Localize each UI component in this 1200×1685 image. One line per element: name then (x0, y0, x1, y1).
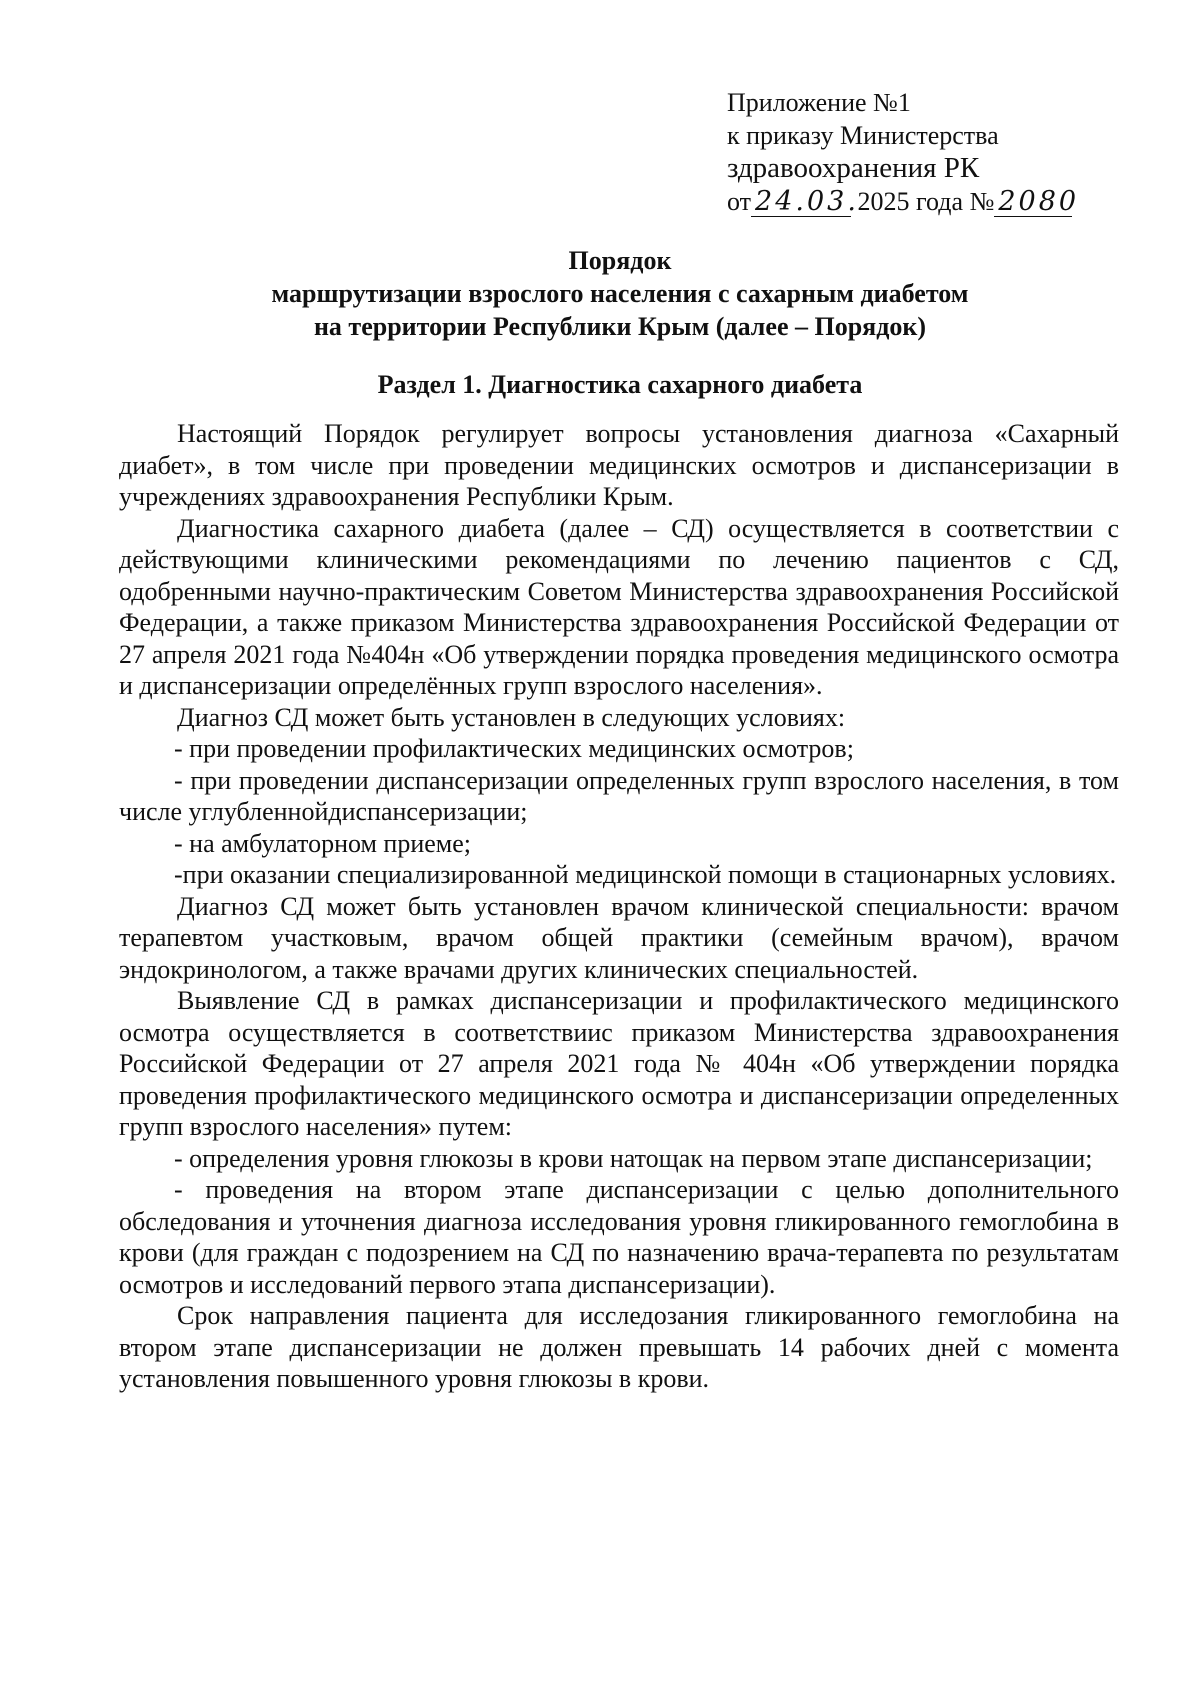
paragraph-conditions-intro: Диагноз СД может быть установлен в следующих условиях: (177, 702, 846, 732)
list-item-hba1c: - проведения на втором этапе диспансеризации с целью дополнительного обследования и уточнения диагноза исследования уровня гликированного гемоглобина в крови (для граждан с подозрением на СД по назначению врача-терапевта по результатам осмотров и исследований первого этапа диспансеризации). (119, 1175, 1119, 1299)
appendix-date-line (727, 185, 1127, 218)
paragraph-detection: Выявление СД в рамках диспансеризации и профилактического медицинского осмотра осуществляется в соответствиис приказом Министерства здравоохранения Российской Федерации от 27 апреля 2021 года № 404н «Об утверждении порядка проведения профилактического медицинского осмотра и диспансеризации определенных групп взрослого населения» путем: (119, 986, 1119, 1141)
appendix-header (727, 86, 1127, 218)
year-text: 2025 года № (857, 187, 995, 216)
list-item-prophylactic: - при проведении профилактических медицинских осмотров; (174, 734, 854, 763)
section-heading: Раздел 1. Диагностика сахарного диабета (377, 370, 863, 399)
appendix-ministry: здравоохранения РК (727, 152, 980, 184)
appendix-order-ref: к приказу Министерства (727, 121, 999, 150)
title-line-3: на территории Республики Крым (далее – Порядок) (313, 312, 927, 341)
paragraph-physicians: Диагноз СД может быть установлен врачом клинической специальности: врачом терапевтом участковым, врачом общей практики (семейным врачом), врачом эндокринологом, а также врачами других клинических специальностей. (119, 891, 1119, 984)
document-title (120, 244, 1120, 343)
handwritten-date: 24.03. (751, 188, 851, 217)
date-prefix: от (727, 187, 752, 216)
list-item-ambulatory: - на амбулаторном приеме; (174, 828, 472, 858)
title-line-1: Порядок (568, 246, 672, 275)
paragraph-scope: Настоящий Порядок регулирует вопросы установления диагноза «Сахарный диабет», в том числе при проведении медицинских осмотров и диспансеризации в учреждениях здравоохранения Республики Крым. (119, 419, 1119, 511)
handwritten-order-number: 2080 (994, 188, 1072, 217)
title-line-2: маршрутизации взрослого населения с сахарным диабетом (271, 279, 969, 308)
list-item-inpatient: -при оказании специализированной медицинской помощи в стационарных условиях. (174, 860, 1117, 889)
paragraph-deadline: Срок направления пациента для исследозания гликированного гемоглобина на втором этапе диспансеризации не должен превышать 14 рабочих дней с момента установления повышенного уровня глюкозы в крови. (119, 1301, 1119, 1393)
list-item-dispensary: - при проведении диспансеризации определенных групп взрослого населения, в том числе углубленнойдиспансеризации; (119, 765, 1119, 826)
paragraph-diagnostics: Диагностика сахарного диабета (далее – СД) осуществляется в соответствии с действующими клиническими рекомендациями по лечению пациентов с СД, одобренными научно-практическим Советом Министерства здравоохранения Российской Федерации, а также приказом Министерства здравоохранения Российской Федерации от 27 апреля 2021 года №404н «Об утверждении порядка проведения медицинского осмотра и диспансеризации определённых групп взрослого населения». (119, 513, 1119, 700)
section-body (119, 418, 1119, 1395)
appendix-number: Приложение №1 (727, 88, 911, 117)
list-item-glucose: - определения уровня глюкозы в крови натощак на первом этапе диспансеризации; (174, 1143, 1093, 1173)
